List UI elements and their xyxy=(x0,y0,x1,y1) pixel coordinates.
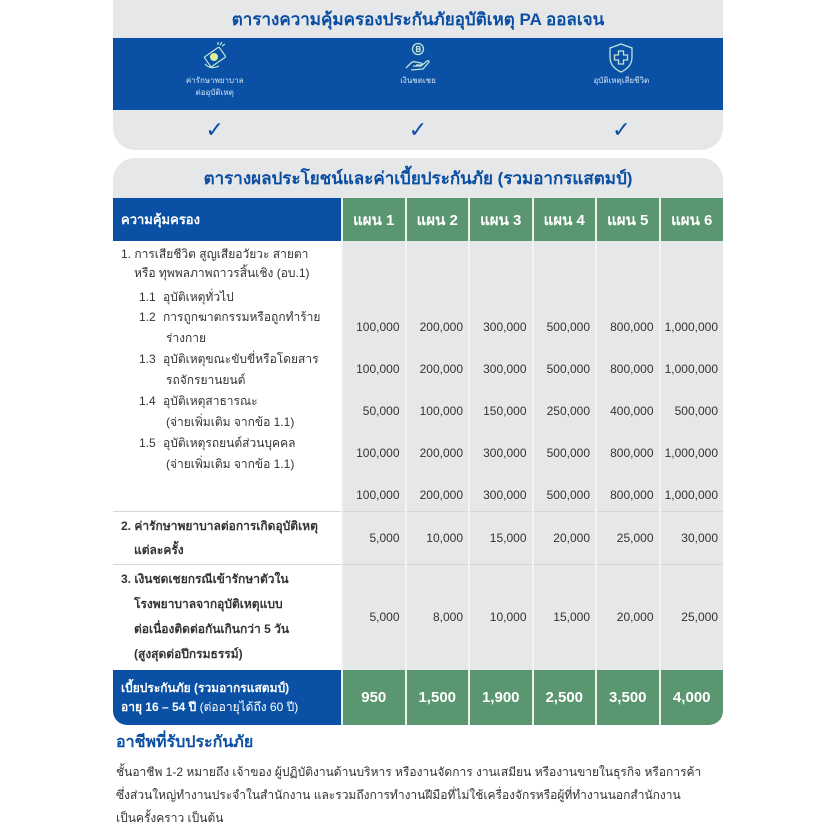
plan6-section1-values: 1,000,000 1,000,000 500,000 1,000,000 1,000,000 xyxy=(660,241,724,511)
table-cell: 25,000 xyxy=(596,511,660,564)
plan3-section1-values: 300,000 300,000 150,000 300,000 300,000 xyxy=(469,241,533,511)
plan1-section1-values: 100,000 100,000 50,000 100,000 100,000 xyxy=(342,241,406,511)
feature-medical xyxy=(113,38,316,110)
check-icon: ✓ xyxy=(408,117,428,143)
coverage-header: ความคุ้มครอง xyxy=(113,198,342,241)
plan-header: แผน 1 xyxy=(342,198,406,241)
table-cell: 10,000 xyxy=(469,564,533,670)
premium-cell: 1,500 xyxy=(406,670,470,725)
coverage-checks xyxy=(113,110,723,150)
plan-header: แผน 4 xyxy=(533,198,597,241)
plan4-section1-values: 500,000 500,000 250,000 500,000 500,000 xyxy=(533,241,597,511)
check-icon: ✓ xyxy=(612,117,631,143)
section3-desc: 3. เงินชดเชยกรณีเข้ารักษาตัวใน โรงพยาบาลจากอุบัติเหตุแบบ ต่อเนื่องติดต่อกันเกินกว่า 5 วัน (สูงสุดต่อปีกรมธรรม์) xyxy=(113,564,342,670)
table-cell: 15,000 xyxy=(469,511,533,564)
plan2-section1-values: 200,000 200,000 100,000 200,000 200,000 xyxy=(406,241,470,511)
occupation-title: อาชีพที่รับประกันภัย xyxy=(116,734,254,751)
feature-compensation-label: เงินชดเชย xyxy=(400,76,436,85)
table-cell: 8,000 xyxy=(406,564,470,670)
table-cell: 5,000 xyxy=(342,511,406,564)
table-row-premium xyxy=(113,670,723,725)
premium-cell: 2,500 xyxy=(533,670,597,725)
table-cell: 30,000 xyxy=(660,511,724,564)
feature-death-label: อุบัติเหตุเสียชีวิต xyxy=(593,76,650,85)
feature-medical-label: ค่ารักษาพยาบาล ต่ออุบัติเหตุ xyxy=(185,76,244,97)
coverage-features xyxy=(113,38,723,110)
plan5-section1-values: 800,000 800,000 400,000 800,000 800,000 xyxy=(596,241,660,511)
money-bill-icon xyxy=(198,42,232,74)
plan-header: แผน 3 xyxy=(469,198,533,241)
premium-cell: 3,500 xyxy=(596,670,660,725)
occupation-body: ชั้นอาชีพ 1-2 หมายถึง เจ้าของ ผู้ปฏิบัติงานด้านบริหาร หรืองานจัดการ งานเสมียน หรืองานขายในธุรกิจ หรือการค้า ซึ่งส่วนใหญ่ทำงานประจำในสำนักงาน และรวมถึงการทำงานฝีมือที่ไม่ใช้เครื่องจักรหรือผู้ที่ทำงานนอกสำนักงาน เป็นครั้งคราว เป็นต้น xyxy=(116,765,702,825)
table-cell: 25,000 xyxy=(660,564,724,670)
feature-death xyxy=(520,38,723,110)
section1-desc xyxy=(113,241,342,511)
occupation-section xyxy=(116,730,736,830)
table-row-section2 xyxy=(113,511,723,564)
premium-cell: 4,000 xyxy=(660,670,724,725)
table-cell: 10,000 xyxy=(406,511,470,564)
coverage-card xyxy=(113,0,723,150)
table-cell: 20,000 xyxy=(533,511,597,564)
premium-cell: 950 xyxy=(342,670,406,725)
table-cell: 5,000 xyxy=(342,564,406,670)
feature-compensation xyxy=(316,38,519,110)
section1-heading: 1. การเสียชีวิต สูญเสียอวัยวะ สายตา หรือ ทุพพลภาพถาวรสิ้นเชิง (อบ.1) xyxy=(121,247,310,280)
table-cell: 15,000 xyxy=(533,564,597,670)
benefit-card xyxy=(113,158,723,718)
check-icon: ✓ xyxy=(205,117,224,143)
plan-header: แผน 5 xyxy=(596,198,660,241)
section2-desc: 2. ค่ารักษาพยาบาลต่อการเกิดอุบัติเหตุ แต่ละครั้ง xyxy=(113,511,342,564)
table-row-section3 xyxy=(113,564,723,670)
plan-header: แผน 6 xyxy=(660,198,724,241)
benefit-title: ตารางผลประโยชน์และค่าเบี้ยประกันภัย (รวมอากรแสตมป์) xyxy=(113,158,723,198)
coin-hand-icon xyxy=(401,42,435,74)
coverage-title: ตารางความคุ้มครองประกันภัยอุบัติเหตุ PA ออลเจน xyxy=(231,9,605,29)
shield-cross-icon xyxy=(604,42,638,74)
section1-items: 1.1 อุบัติเหตุทั่วไป 1.2 การถูกฆาตกรรมหรือถูกทำร้าย ร่างกาย 1.3 อุบัติเหตุขณะขับขี่หรือโดยสาร รถจักรยานยนต์ 1.4 อุบัติเหตุสาธารณะ (จ่ายเพิ่มเติม จากข้อ 1.1) 1.5 อุบัติเหตุรถยนต์ส่วนบุคคล (จ่ายเพิ่มเติม จากข้อ 1.1) xyxy=(139,290,321,471)
table-cell: 20,000 xyxy=(596,564,660,670)
benefit-table xyxy=(113,198,723,725)
premium-desc: เบี้ยประกันภัย (รวมอากรแสตมป์) อายุ 16 – 54 ปี (ต่ออายุได้ถึง 60 ปี) xyxy=(113,670,342,725)
table-header-row xyxy=(113,198,723,241)
table-row-section1 xyxy=(113,241,723,511)
premium-cell: 1,900 xyxy=(469,670,533,725)
plan-header: แผน 2 xyxy=(406,198,470,241)
